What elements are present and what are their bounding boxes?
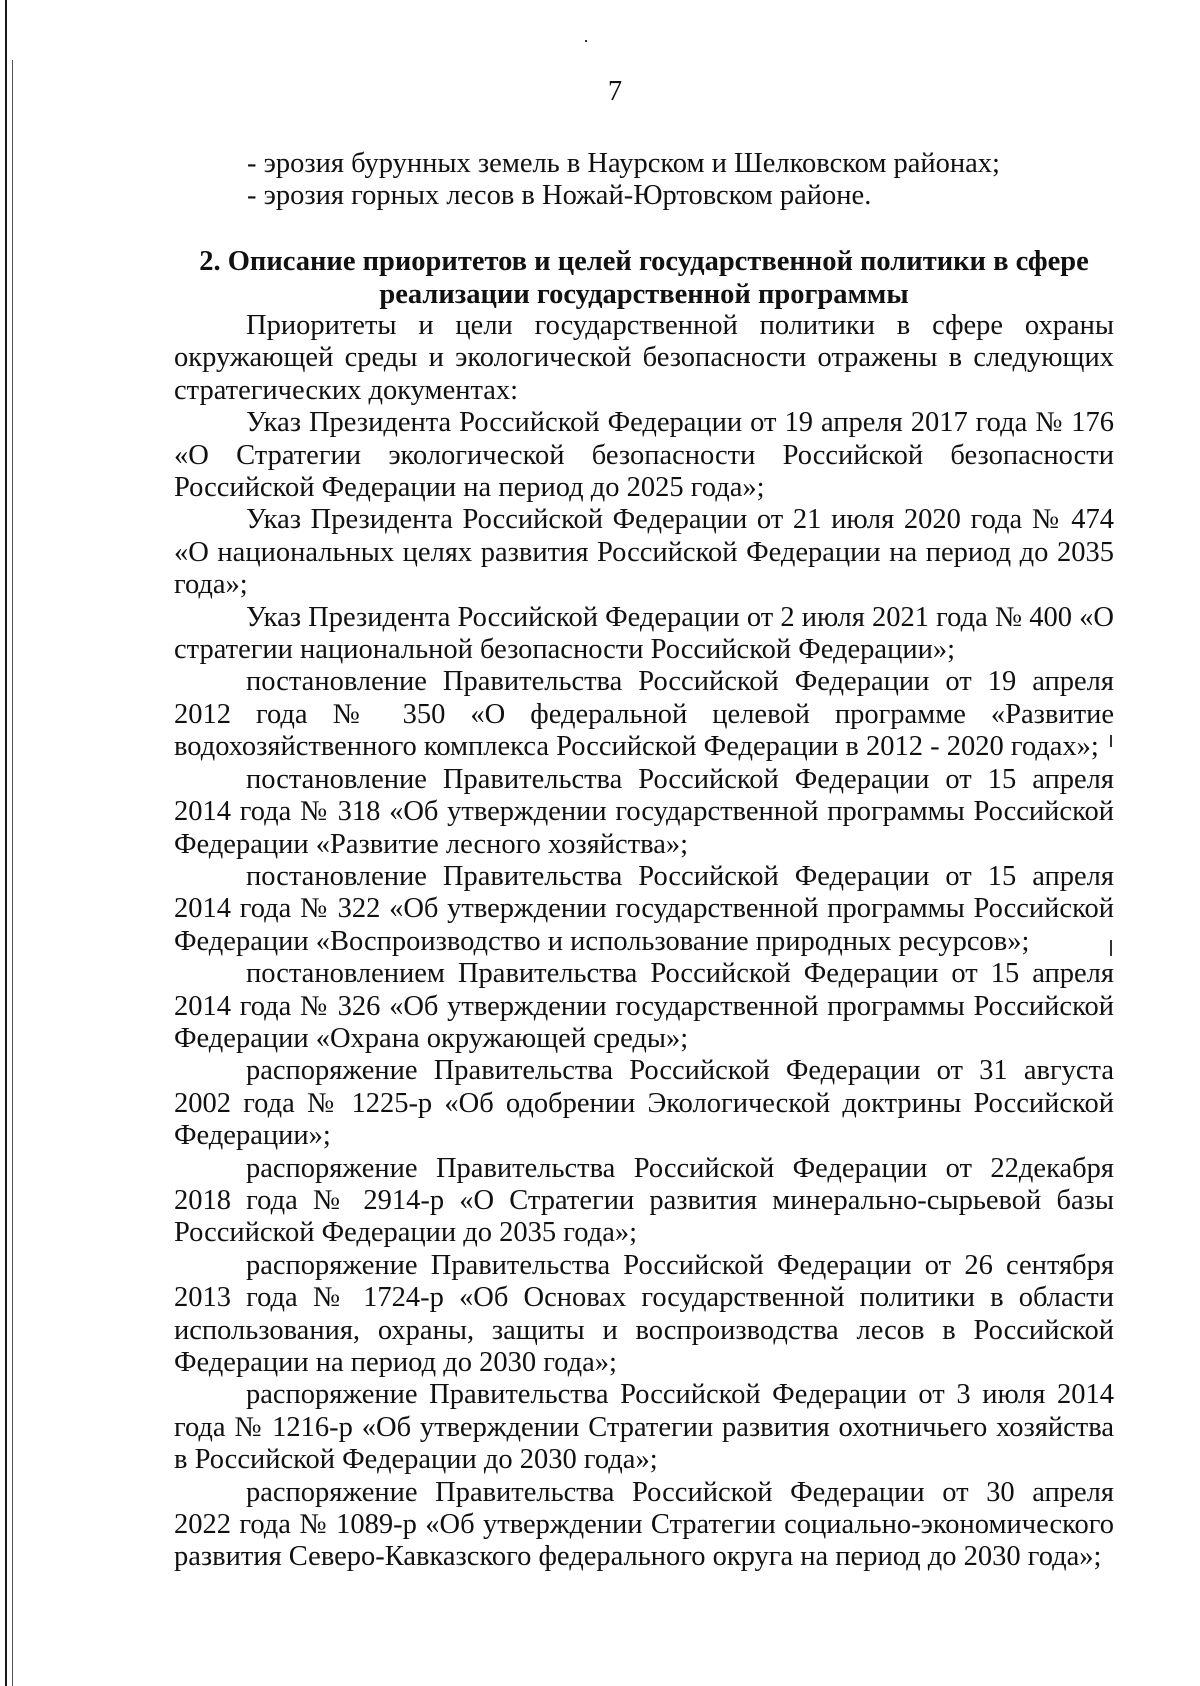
bullet-list <box>247 148 1127 213</box>
bullet-item: - эрозия бурунных земель в Наурском и Шелковском районах; <box>247 148 1000 179</box>
paragraph: Приоритеты и цели государственной политики в сфере охраны окружающей среды и экологической безопасности отражены в следующих стратегических документах: <box>174 310 1114 406</box>
section-heading <box>174 245 1114 311</box>
paragraph: распоряжение Правительства Российской Федерации от 3 июля 2014 года № 1216-р «Об утверждении Стратегии развития охотничьего хозяйства в Российской Федерации до 2030 года»; <box>174 1379 1114 1476</box>
page-number: 7 <box>607 76 623 107</box>
scan-edge-line-inner <box>12 60 13 1686</box>
paragraph: распоряжение Правительства Российской Федерации от 22декабря 2018 года № 2914-р «О Стратегии развития минерально-сырьевой базы Российской Федерации до 2035 года»; <box>174 1152 1114 1249</box>
paragraph: распоряжение Правительства Российской Федерации от 26 сентября 2013 года № 1724-р «Об Основах государственной политики в области использования, охраны, защиты и воспроизводства лесов в Российской Федерации на период до 2030 года»; <box>174 1249 1114 1378</box>
bullet-item: - эрозия горных лесов в Ножай-Юртовском районе. <box>247 180 872 212</box>
paragraph: Указ Президента Российской Федерации от 2 июля 2021 года № 400 «О стратегии национальной безопасности Российской Федерации»; <box>174 601 1114 666</box>
paragraph: постановлением Правительства Российской Федерации от 15 апреля 2014 года № 326 «Об утверждении государственной программы Российской Федерации «Охрана окружающей среды»; <box>174 958 1114 1054</box>
section-heading-line: 2. Описание приоритетов и целей государственной политики в сфере <box>199 246 1089 277</box>
paragraph: распоряжение Правительства Российской Федерации от 31 августа 2002 года № 1225-р «Об одобрении Экологической доктрины Российской Федерации»; <box>174 1055 1114 1152</box>
section-heading-line: реализации государственной программы <box>379 279 909 310</box>
paragraph: распоряжение Правительства Российской Федерации от 30 апреля 2022 года № 1089-р «Об утверждении Стратегии социально-экономического развития Северо-Кавказского федерального округа на период до 2030 года»; <box>174 1476 1114 1573</box>
paragraph: постановление Правительства Российской Федерации от 19 апреля 2012 года № 350 «О федеральной целевой программе «Развитие водохозяйственного комплекса Российской Федерации в 2012 - 2020 годах»; <box>174 666 1114 763</box>
scan-speck <box>585 40 587 42</box>
paragraph: Указ Президента Российской Федерации от 21 июля 2020 года № 474 «О национальных целях развития Российской Федерации на период до 2035 года»; <box>174 504 1114 601</box>
scan-edge-line <box>5 0 7 1686</box>
paragraph: постановление Правительства Российской Федерации от 15 апреля 2014 года № 318 «Об утверждении государственной программы Российской Федерации «Развитие лесного хозяйства»; <box>174 763 1114 860</box>
paragraph: Указ Президента Российской Федерации от 19 апреля 2017 года № 176 «О Стратегии экологической безопасности Российской безопасности Российской Федерации на период до 2025 года»; <box>174 407 1114 504</box>
paragraph: постановление Правительства Российской Федерации от 15 апреля 2014 года № 322 «Об утверждении государственной программы Российской Федерации «Воспроизводство и использование природных ресурсов»; <box>174 860 1114 957</box>
document-body <box>174 310 1114 1574</box>
